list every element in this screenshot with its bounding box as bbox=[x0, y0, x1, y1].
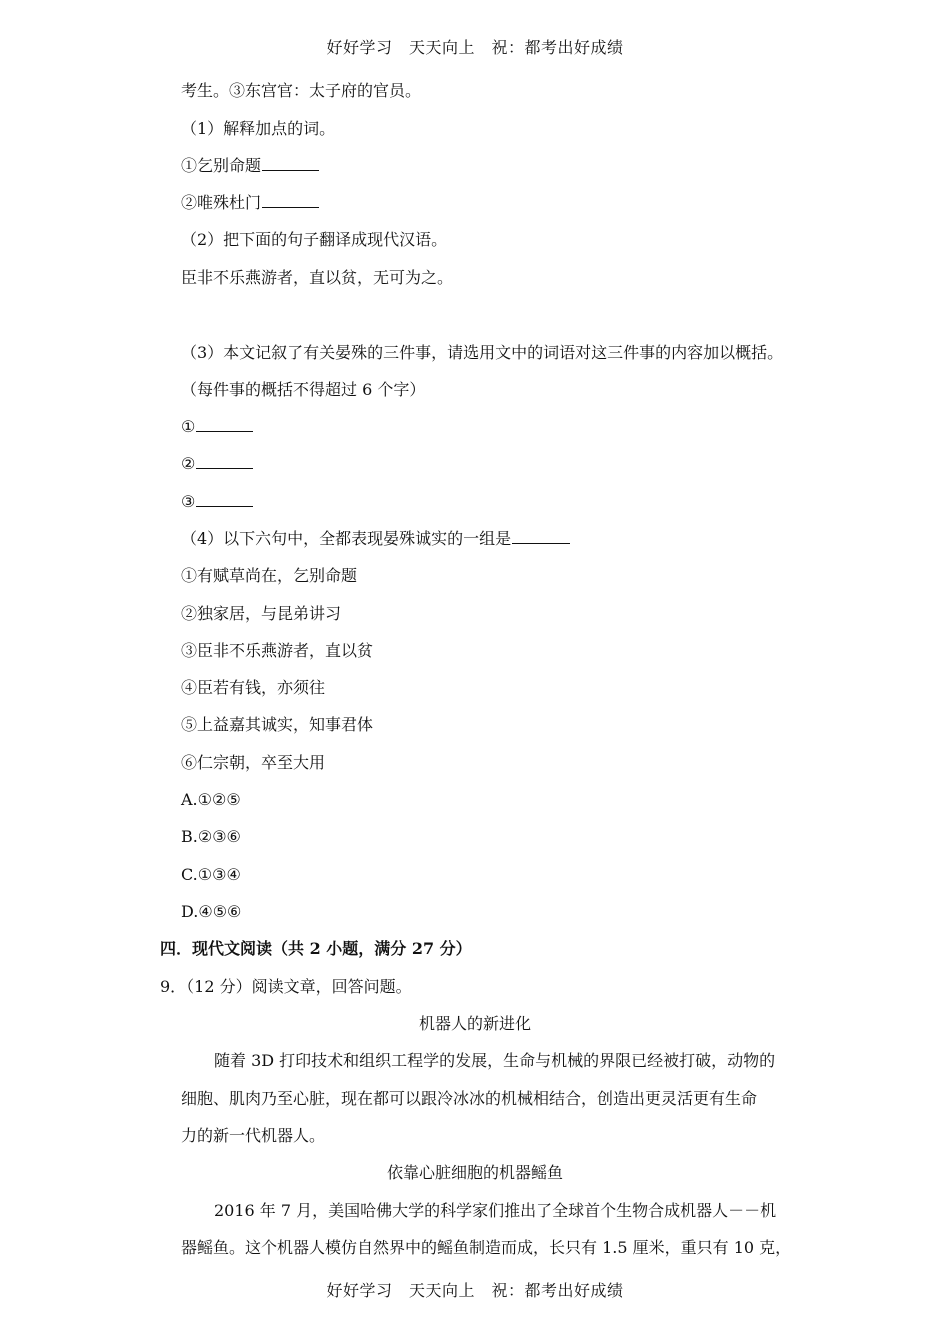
notes-line: 考生。③东宫官：太子府的官员。 bbox=[181, 81, 422, 100]
page-footer: 好好学习 天天向上 祝：都考出好成绩 bbox=[326, 1281, 624, 1300]
q4-sentence-4: ④臣若有钱，亦须往 bbox=[181, 678, 326, 697]
q1-item-2 bbox=[181, 192, 319, 214]
paragraph-2-line-2: 器鳐鱼。这个机器人模仿自然界中的鳐鱼制造而成，长只有 1.5 厘米，重只有 10 克， bbox=[181, 1238, 792, 1257]
answer-blank[interactable] bbox=[196, 491, 253, 507]
q3-note: （每件事的概括不得超过 6 个字） bbox=[181, 380, 426, 399]
q1-item-1 bbox=[181, 155, 319, 177]
q4-sentence-2: ②独家居，与昆弟讲习 bbox=[181, 604, 342, 623]
paragraph-2-line-1: 2016 年 7 月，美国哈佛大学的科学家们推出了全球首个生物合成机器人－－机 bbox=[214, 1201, 777, 1220]
question-9-prompt: 9．（12 分）阅读文章，回答问题。 bbox=[160, 977, 412, 996]
article-title: 机器人的新进化 bbox=[418, 1014, 531, 1033]
q3-prompt: （3）本文记叙了有关晏殊的三件事，请选用文中的词语对这三件事的内容加以概括。 bbox=[181, 343, 784, 362]
q3-blank-1 bbox=[181, 416, 253, 438]
q1-item-1-text: ①乞别命题 bbox=[181, 156, 262, 175]
page-header: 好好学习 天天向上 祝：都考出好成绩 bbox=[326, 38, 624, 57]
paragraph-1-line-3: 力的新一代机器人。 bbox=[181, 1126, 326, 1145]
answer-blank[interactable] bbox=[262, 155, 319, 171]
q3-blank-2-label: ② bbox=[181, 454, 196, 473]
q4-option-b[interactable]: B.②③⑥ bbox=[181, 827, 241, 846]
q4-option-d[interactable]: D.④⑤⑥ bbox=[181, 902, 242, 921]
q4-sentence-5: ⑤上益嘉其诚实，知事君体 bbox=[181, 715, 374, 734]
paragraph-1-line-2: 细胞、肌肉乃至心脏，现在都可以跟冷冰冰的机械相结合，创造出更灵活更有生命 bbox=[181, 1089, 758, 1108]
answer-blank[interactable] bbox=[196, 453, 253, 469]
q2-prompt: （2）把下面的句子翻译成现代汉语。 bbox=[181, 230, 448, 249]
q3-blank-2 bbox=[181, 453, 253, 475]
q1-item-2-text: ②唯殊杜门 bbox=[181, 193, 262, 212]
q3-blank-3 bbox=[181, 491, 253, 513]
q2-sentence: 臣非不乐燕游者，直以贫，无可为之。 bbox=[181, 268, 454, 287]
q3-blank-1-label: ① bbox=[181, 417, 196, 436]
q3-blank-3-label: ③ bbox=[181, 492, 196, 511]
q4-sentence-3: ③臣非不乐燕游者，直以贫 bbox=[181, 641, 374, 660]
answer-blank[interactable] bbox=[262, 192, 319, 208]
article-subtitle: 依靠心脏细胞的机器鳐鱼 bbox=[386, 1163, 563, 1182]
answer-blank[interactable] bbox=[512, 528, 570, 544]
q4-sentence-6: ⑥仁宗朝，卒至大用 bbox=[181, 753, 326, 772]
q4-prompt-text: （4）以下六句中，全都表现晏殊诚实的一组是 bbox=[181, 529, 512, 548]
q4-option-a[interactable]: A.①②⑤ bbox=[181, 790, 241, 809]
q1-prompt: （1）解释加点的词。 bbox=[181, 119, 336, 138]
q4-prompt bbox=[181, 528, 570, 550]
answer-blank[interactable] bbox=[196, 416, 253, 432]
q4-sentence-1: ①有赋草尚在，乞别命题 bbox=[181, 566, 358, 585]
paragraph-1-line-1: 随着 3D 打印技术和组织工程学的发展，生命与机械的界限已经被打破，动物的 bbox=[214, 1051, 776, 1070]
q4-option-c[interactable]: C.①③④ bbox=[181, 865, 241, 884]
section-heading: 四．现代文阅读（共 2 小题，满分 27 分） bbox=[160, 939, 472, 958]
